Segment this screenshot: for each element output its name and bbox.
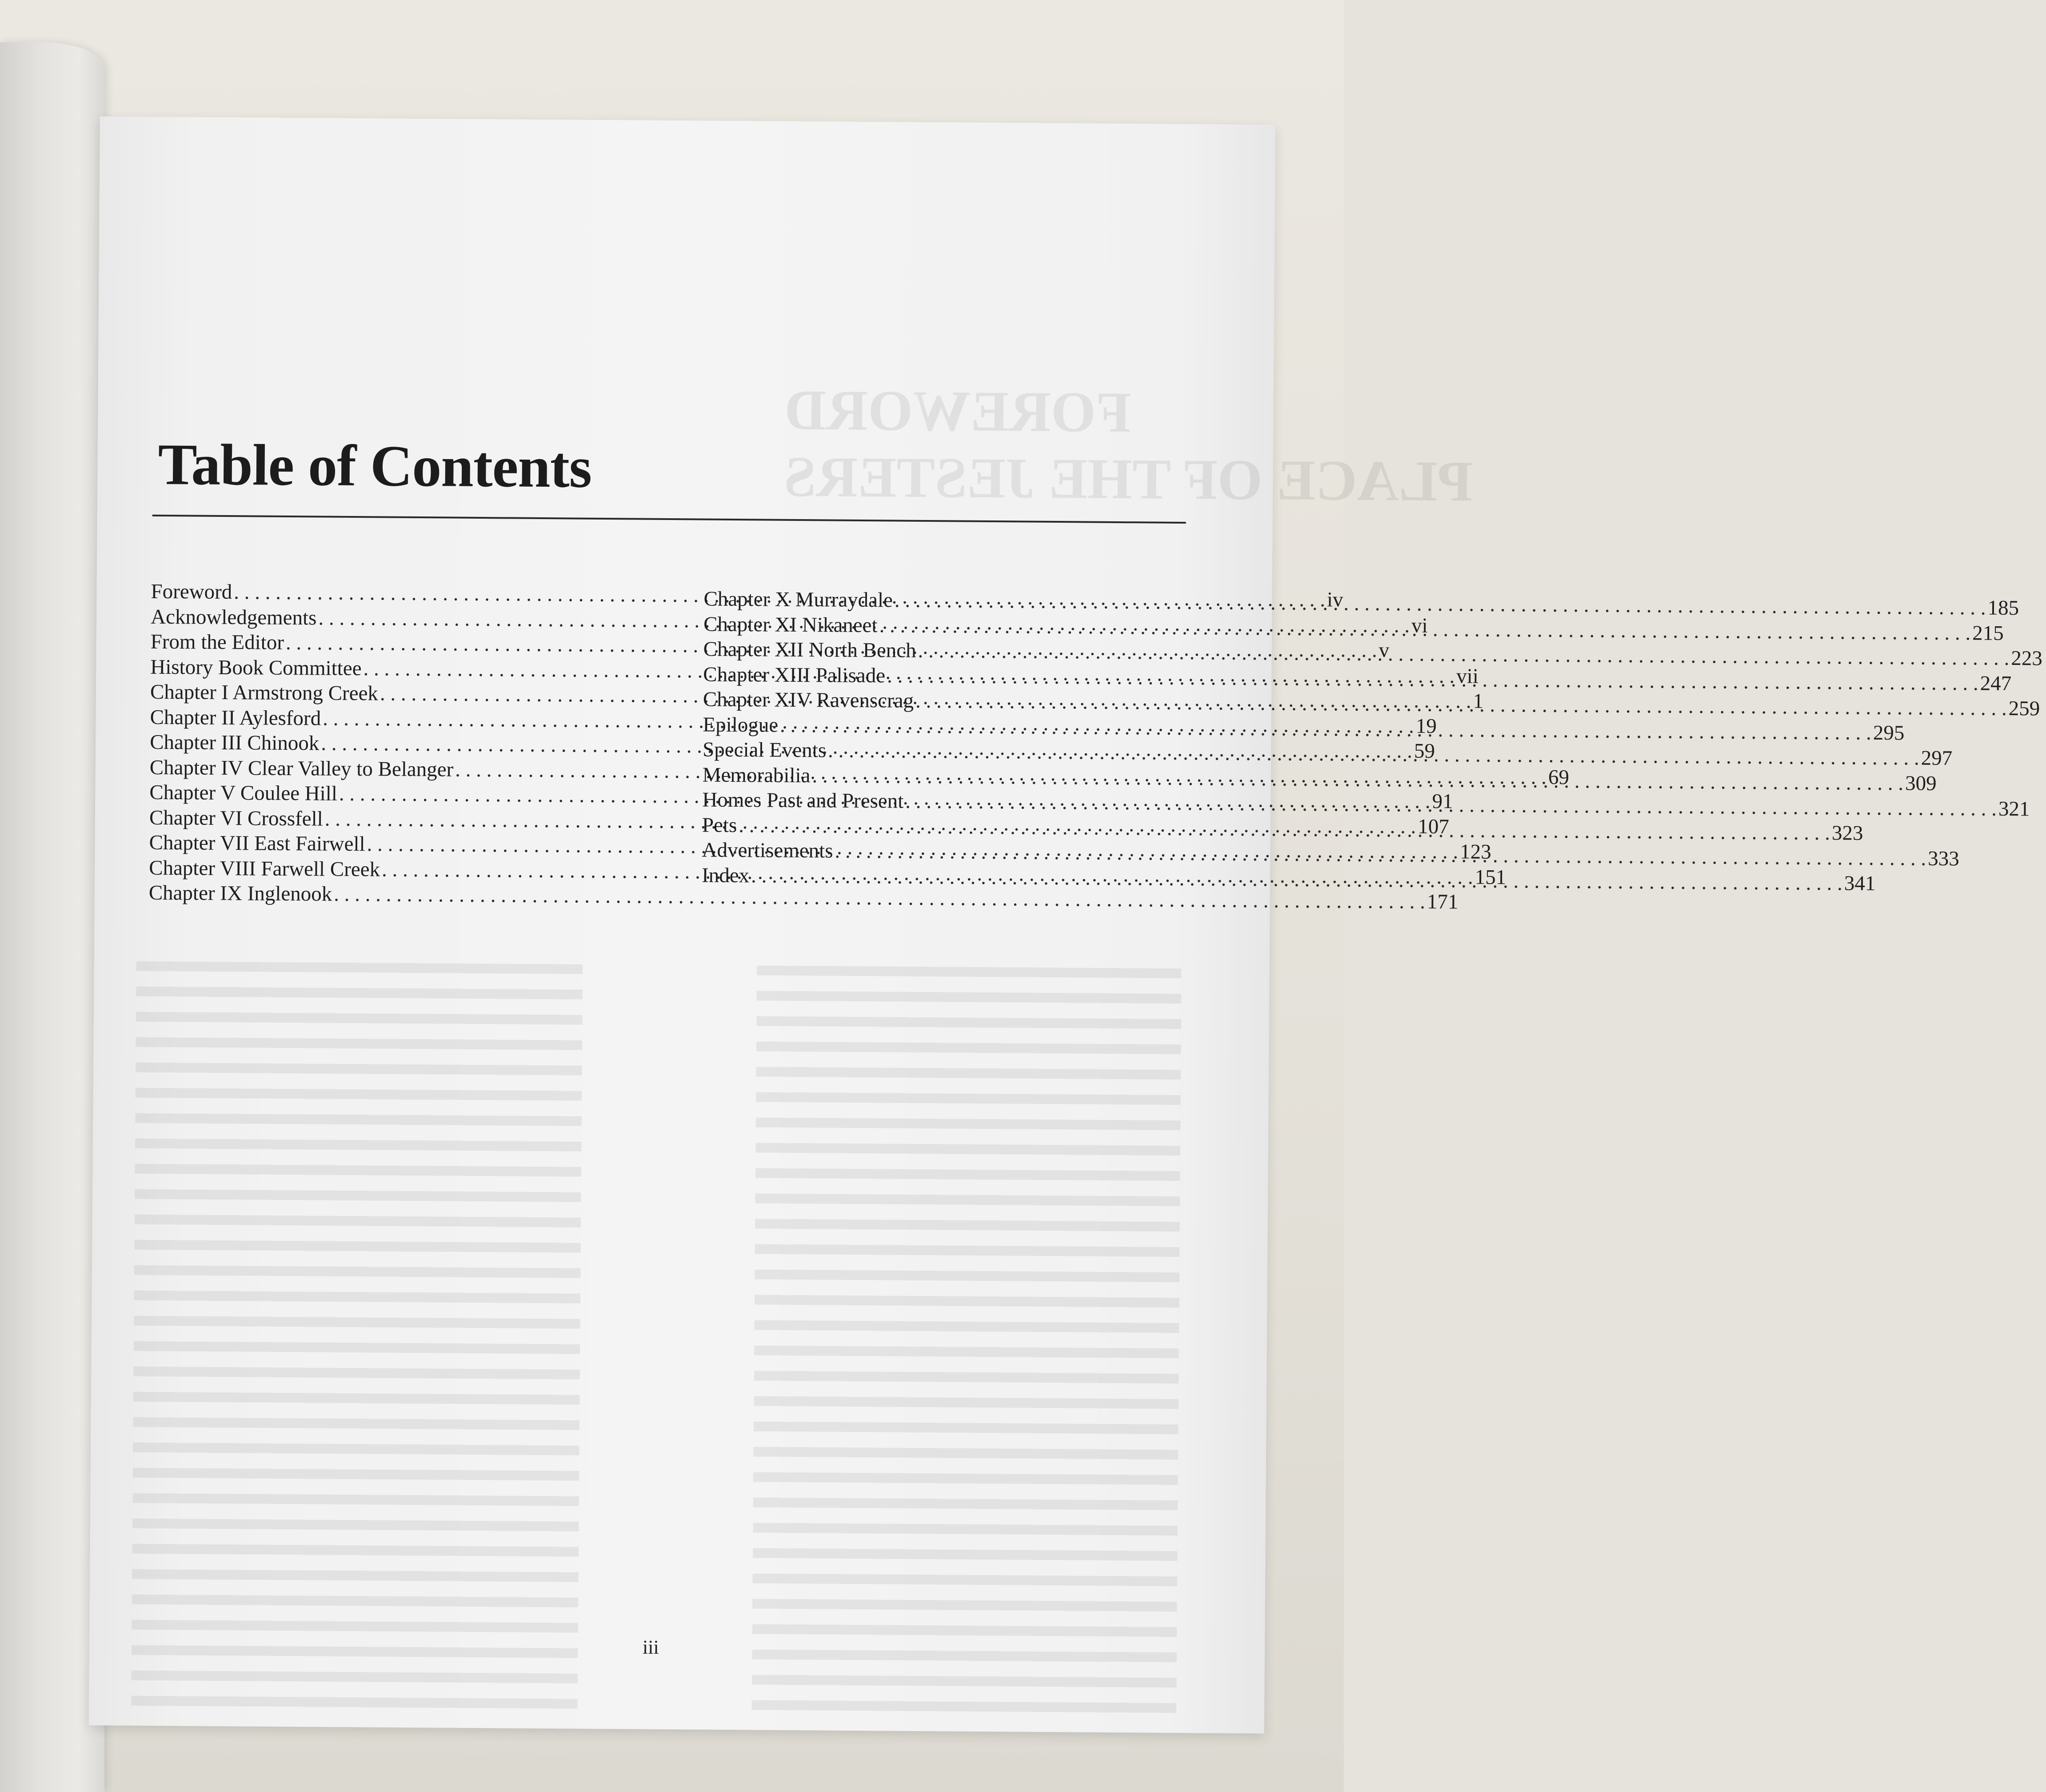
show-through-text [131,961,1225,1724]
toc-entry-label: Chapter VI Crossfell [149,806,323,831]
toc-entry-label: Chapter XIII Palisade [703,663,886,687]
toc-entry-page: 247 [1980,672,2012,695]
page-title: Table of Contents [158,431,592,500]
toc-entry-page: 123 [1460,840,1491,864]
title-rule [152,515,1186,524]
toc-entry-label: Chapter IX Inglenook [148,881,332,906]
toc-entry [703,687,2040,720]
toc-entry-page: 19 [1415,714,1437,738]
toc-entry-label: Epilogue [703,713,779,737]
toc-entry-label: Foreword [151,580,232,604]
toc-entry-label: Chapter XI Nikaneet [703,612,878,637]
toc-entry-label: History Book Committee [150,655,362,680]
toc-entry-label: Memorabilia [702,763,811,787]
toc-entry-page: 333 [1928,847,1959,871]
toc-entry-label: Chapter II Aylesford [150,705,321,730]
toc-entry-label: Special Events [702,738,827,762]
toc-entry-label: Index [701,863,750,887]
toc-entry-page: 223 [2011,647,2043,670]
toc-entry-page: 259 [2008,697,2040,720]
toc-entry-page: 151 [1475,865,1507,889]
toc-entry-page: 171 [1427,890,1459,914]
toc-entry-page: vi [1411,614,1428,637]
toc-entry-page: 323 [1831,821,1863,845]
show-through-heading: FOREWORD PLACE OF THE JESTERS [783,378,1473,514]
toc-entry-page: 59 [1414,739,1435,763]
toc-entry-page: 297 [1921,746,1953,770]
toc-entry-page: vii [1456,664,1479,688]
toc-entry-label: Chapter XII North Bench [703,637,916,662]
toc-entry-page: 107 [1418,815,1450,838]
toc-entry-page: iv [1327,588,1343,612]
toc-entry-label: Chapter XIV Ravenscrag [703,688,914,712]
toc-entry-label: Chapter V Coulee Hill [149,780,338,805]
toc-entry-page: 185 [1987,596,2019,620]
book-page [89,116,2043,1733]
toc-entry-label: Homes Past and Present [702,788,904,813]
toc-entry [148,880,1459,914]
toc-entry-label: Chapter I Armstrong Creek [150,680,379,705]
toc-entry-page: 341 [1844,871,1876,895]
toc-entry-label: Chapter X Murraydale [703,587,893,612]
page-number: iii [642,1636,659,1658]
toc-entry [703,637,2043,670]
toc-entry-page: 69 [1548,765,1570,789]
toc-entry-label: Chapter VII East Fairwell [149,831,365,856]
toc-entry-page: 1 [1473,689,1484,713]
toc-entry-label: Chapter IV Clear Valley to Belanger [149,756,454,781]
toc-entry-label: Chapter VIII Farwell Creek [149,856,380,881]
previous-page-edge [0,42,104,1792]
toc-entry-label: Acknowledgements [150,605,317,629]
toc-entry-page: 215 [1972,621,2004,645]
toc-entry-label: From the Editor [150,630,284,654]
toc-entry-label: Chapter III Chinook [149,730,320,755]
toc-entry-page: 321 [1998,797,2030,821]
toc-entry-label: Pets [702,813,737,837]
toc-entry-page: 295 [1873,721,1905,744]
toc-entry-page: 91 [1432,789,1453,813]
toc-entry-label: Advertisements [702,838,833,863]
toc-entry-page: v [1379,639,1390,662]
toc-entry-page: 309 [1905,771,1937,795]
